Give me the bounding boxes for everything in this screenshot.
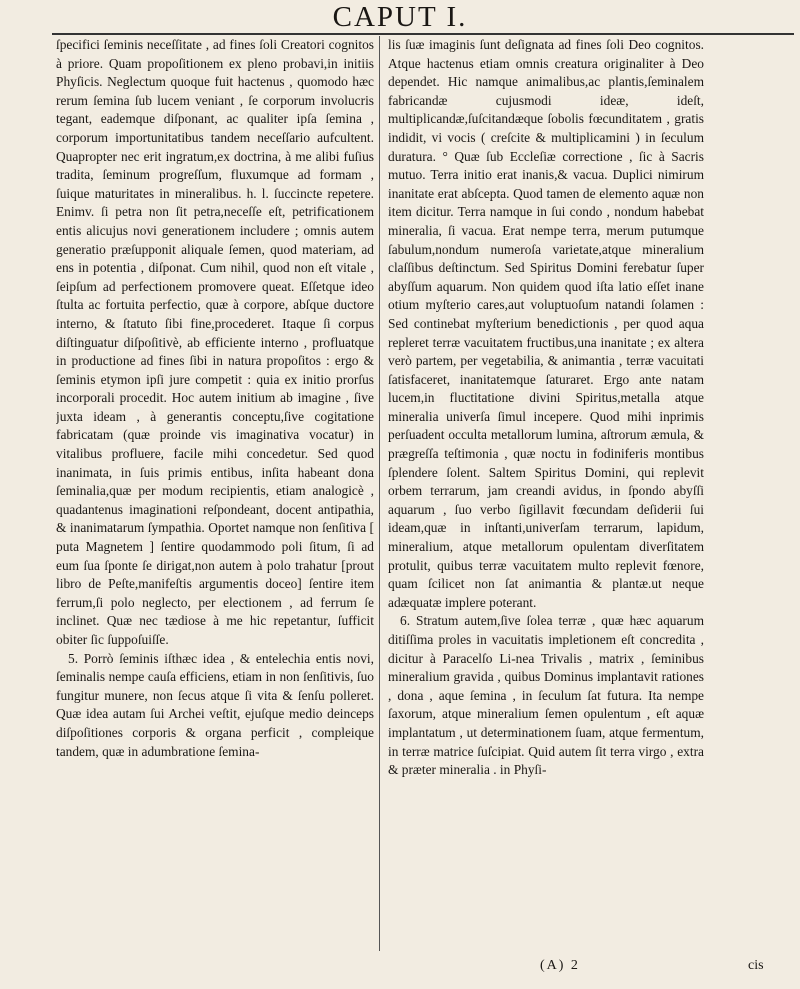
right-paragraph-2: 6. Stratum autem,ſive ſolea terræ , quæ hæc aquarum ditiſſima proles in vacuitatis impletionem eſt concredita , dicitur à Paracelſo Li-nea Trivalis , matrix , ſeminibus mineralium gravida , quibus Dominus implantavit rationes , dona , aque ſemina , in ſeculum ſat futura. Ita nempe ſaxorum, atque mineralium ſemen opulentum , eſt aquæ implantatum , ut determinationem ſuam, atque fermentum, in terræ matrice ſuſcipiat. Quid autem ſit terra virgo , extra & præter mineralia . in Phyſi-: [388, 613, 704, 778]
left-paragraph-1: ſpecifici ſeminis neceſſitate , ad fines ſoli Creatori cognitos à priore. Quam propoſitionem ex pleno probavi,in initiis Phyſicis. Neglectum quoque fuit hactenus , quomodo hæc rerum ſemina ſub lucem veniant , ſe corporum involucris tegant, eademque diſponant, ac qualiter ipſa ſemina , corporum importunitatibus tandem neceſſario aufcultent. Quapropter nec erit ingratum,ex doctrina, à me alibi fuſius tradita, ſeminum progreſſum, fluxumque ad formam , ſuique maturitates in mineralibus. h. l. ſuccincte repetere. Enimv. ſi petra non ſit petra,neceſſe eſt, petrificationem entis alicujus novi generationem includere ; omnis autem generatio præſupponit aliquale ſemen, quod materiam, ad ens in potentia , diſponat. Cum nihil, quod non eſt vitale , ſeipſum ad perfectionem promovere queat. Eſſetque ideo ſtulta ac fortuita perfectio, quæ à corpore, abſque ductore interno, & ſtatuto ſibi fine,procederet. Itaque ſi corpus diſtinguatur diſpoſitivè, ab efficiente interno , profluatque in productione ad fines ſibi in natura propoſitos : ergo & ſeminis etymon ipſi jure competit : quia ex initio prorſus incorporali procedit. Hoc autem initium ab imagine , ſive juxta ideam , à generantis conceptu,ſive cogitatione fabricatam (quæ proinde vis imaginativa vocatur) in vitalibus profluere, facile mihi concedetur. Sed quod inanimata, in ſuis primis entibus, inſita habeant dona ſeminalia,quæ per modum recipientis, etiam analogicè , quadantenus imaginationi reſpondeant, docent antipathia, & inanimatarum ſympathia. Oportet namque non ſenſitiva [ puta Magnetem ] ſentire quodammodo poli ſitum, ſi ad eum ſua ſponte ſe dirigat,non autem à polo trahatur [prout libro de Peſte,manifeſtis argumentis doceo] ſentire item ferrum,ſi polo neglecto, per electionem , ad ferrum ſe inclinet. Quæ nec tædiose à me hic repetantur, ſufficit obiter ſic ſuppoſuiſſe.: [56, 37, 374, 647]
signature-mark: (A) 2: [540, 958, 580, 973]
catchword: cis: [748, 958, 764, 973]
left-column: [56, 36, 374, 972]
header-rule: [52, 33, 794, 35]
right-column: [388, 36, 704, 972]
left-paragraph-2: 5. Porrò ſeminis iſthæc idea , & entelechia entis novi, ſeminalis nempe cauſa efficiens, etiam in non ſenſitivis, ſuo fungitur munere, non ſecus atque ſi vita & ſenſu polleret. Quæ idea autam ſui Archei veſtit, ejuſque medio deinceps diſpoſitiones corporis & organa perficit , compleique tandem, quæ in adumbratione ſemina-: [56, 650, 374, 759]
running-head: CAPUT I.: [332, 1, 468, 33]
column-divider: [379, 36, 380, 951]
right-paragraph-1: lis ſuæ imaginis ſunt deſignata ad fines ſoli Deo cognitos. Atque hactenus etiam omnis creatura originaliter à Deo dependet. Hic namque animalibus,ac plantis,ſeminalem fabricandæ cujusmodi ideæ, ideſt, multiplicandæ,ſuſcitandæque ſobolis fœcunditatem , gratis indidit, vi vocis ( creſcite & multiplicamini ) in ſeculum duratura. ° Quæ ſub Eccleſiæ correctione , ſic à Sacris mutuo. Terra initio erat inanis,& vacua. Duplici nimirum inanitate erat abſcepta. Quod tamen de elemento aquæ non item dicitur. Terra namque in ſui condo , nondum habebat mineralia, ſi vacua. Erat nempe terra, merum putumque ſabulum,nondum numeroſa varietate,atque mineralium claſſibus deſtinctum. Sed Spiritus Domini ferebatur ſuper abyſſum aquarum. Non quidem quod iſta latio eſſet inane otium myſterio cares,aut voluptuoſum natandi ſolamen : Sed continebat myſterium benedictionis , per quod aqua repleret terræ vacuitatem fructibus,una inanitate ; ex altera verò partem, per vegetabilia, & animantia , terræ vacuitati ſatisfaceret, inanitatemque ſaturaret. Ergo ante natam lucem,in fluctitatione divini Spiritus,metalla atque mineralia univerſa ſimul incepere. Quod mihi inprimis perſuadent occulta metallorum lumina, aſtrorum æmula, & prægreſſa teſtimonia , quæ noctu in fodiniferis montibus ſplendere ſolent. Saltem Spiritus Domini, qui replevit orbem terrarum, jam creandi avidus, in ſpondo abyſſi aquarum , ſuo verbo ſigillavit fœcundam deſiderii ſui ideam,quæ in inſtanti,univerſam terrarum, lapidum, mineralium, atque metallorum opulentam diverſitatem protulit, quibus terræ vacuitatem multo replevit fœnore, quam ſcilicet non ſat animantia & plantæ.ut neque adæquatæ implere poterant.: [388, 37, 704, 610]
